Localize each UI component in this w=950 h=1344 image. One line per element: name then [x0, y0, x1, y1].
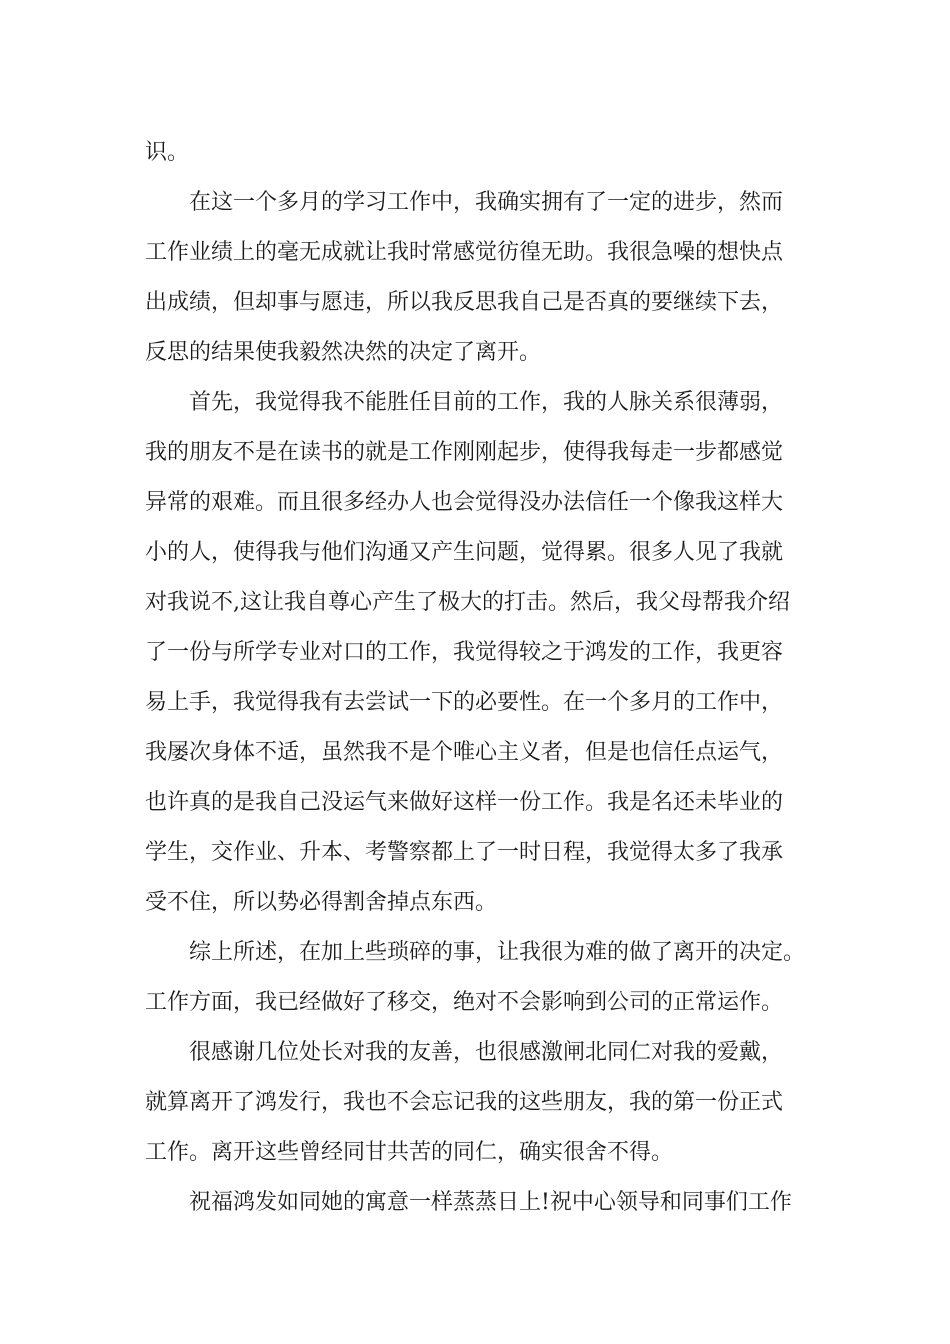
text-line: 小的人，使得我与他们沟通又产生问题，觉得累。很多人见了我就	[145, 540, 784, 565]
letter-body	[145, 128, 825, 1228]
text-line: 我的朋友不是在读书的就是工作刚刚起步，使得我每走一步都感觉	[145, 440, 784, 465]
text-line: 受不住，所以势必得割舍掉点东西。	[145, 890, 498, 915]
text-line: 易上手，我觉得我有去尝试一下的必要性。在一个多月的工作中，	[145, 690, 784, 715]
text-line: 反思的结果使我毅然决然的决定了离开。	[145, 340, 542, 365]
paragraph-start-line: 祝福鸿发如同她的寓意一样蒸蒸日上!祝中心领导和同事们工作	[189, 1190, 792, 1215]
text-line: 出成绩，但却事与愿违，所以我反思我自己是否真的要继续下去，	[145, 290, 784, 315]
text-line: 对我说不,这让我自尊心产生了极大的打击。然后，我父母帮我介绍	[145, 590, 790, 615]
paragraph-start-line: 很感谢几位处长对我的友善，也很感激闸北同仁对我的爱戴，	[189, 1040, 784, 1065]
text-line: 工作业绩上的毫无成就让我时常感觉彷徨无助。我很急噪的想快点	[145, 240, 784, 265]
text-line: 就算离开了鸿发行，我也不会忘记我的这些朋友，我的第一份正式	[145, 1090, 784, 1115]
text-line: 也许真的是我自己没运气来做好这样一份工作。我是名还未毕业的	[145, 790, 784, 815]
text-line: 工作方面，我已经做好了移交，绝对不会影响到公司的正常运作。	[145, 990, 784, 1015]
paragraph-start-line: 首先，我觉得我不能胜任目前的工作，我的人脉关系很薄弱，	[189, 390, 784, 415]
text-line: 了一份与所学专业对口的工作，我觉得较之于鸿发的工作，我更容	[145, 640, 784, 665]
text-line: 识。	[145, 140, 190, 165]
text-line: 我屡次身体不适，虽然我不是个唯心主义者，但是也信任点运气，	[145, 740, 784, 765]
text-line: 学生，交作业、升本、考警察都上了一时日程，我觉得太多了我承	[145, 840, 784, 865]
text-line: 工作。离开这些曾经同甘共苦的同仁，确实很舍不得。	[145, 1140, 674, 1165]
paragraph-start-line: 综上所述，在加上些琐碎的事，让我很为难的做了离开的决定。	[189, 940, 806, 965]
paragraph-start-line: 在这一个多月的学习工作中，我确实拥有了一定的进步，然而	[189, 190, 784, 215]
text-line: 异常的艰难。而且很多经办人也会觉得没办法信任一个像我这样大	[145, 490, 784, 515]
